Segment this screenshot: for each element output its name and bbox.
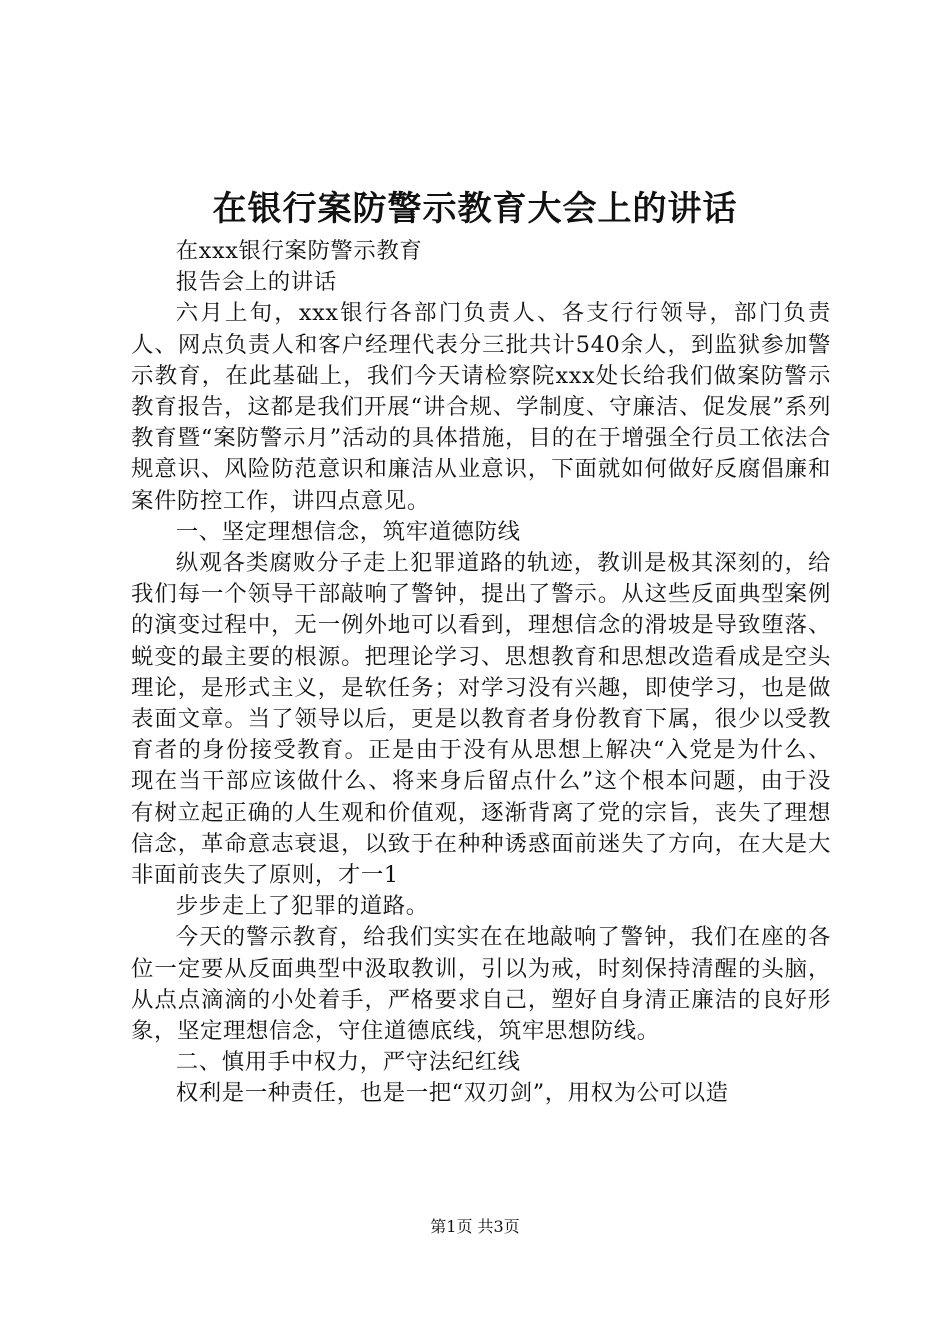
intro-paragraph: 六月上旬，xxx银行各部门负责人、各支行行领导，部门负责人、网点负责人和客户经理代表分三批共计540余人，到监狱参加警示教育，在此基础上，我们今天请检察院xxx处长给我们做案防警示教育报告，这都是我们开展“讲合规、学制度、守廉洁、促发展”系列教育暨“案防警示月”活动的具体措施，目的在于增强全行员工依法合规意识、风险防范意识和廉洁从业意识，下面就如何做好反腐倡廉和案件防控工作，讲四点意见。 — [131, 300, 831, 514]
section-heading-2: 二、慎用手中权力，严守法纪红线 — [175, 1049, 521, 1076]
body-paragraph: 步步走上了犯罪的道路。 — [175, 893, 429, 920]
document-title: 在银行案防警示教育大会上的讲话 — [212, 189, 738, 229]
subtitle-line-1: 在xxx银行案防警示教育 — [175, 238, 423, 264]
page-footer: 第1页 共3页 — [430, 1217, 520, 1236]
body-paragraph: 今天的警示教育，给我们实实在在地敲响了警钟，我们在座的各位一定要从反面典型中汲取教训，引以为戒，时刻保持清醒的头脑，从点点滴滴的小处着手，严格要求自己，塑好自身清正廉洁的良好形象，坚定理想信念，守住道德底线，筑牢思想防线。 — [131, 924, 831, 1045]
body-paragraph: 纵观各类腐败分子走上犯罪道路的轨迹，教训是极其深刻的，给我们每一个领导干部敲响了警钟，提出了警示。从这些反面典型案例的演变过程中，无一例外地可以看到，理想信念的滑坡是导致堕落、蜕变的最主要的根源。把理论学习、思想教育和思想改造看成是空头理论，是形式主义，是软任务；对学习没有兴趣，即使学习，也是做表面文章。当了领导以后，更是以教育者身份教育下属，很少以受教育者的身份接受教育。正是由于没有从思想上解决“入党是为什么、现在当干部应该做什么、将来身后留点什么”这个根本问题，由于没有树立起正确的人生观和价值观，逐渐背离了党的宗旨，丧失了理想信念，革命意志衰退，以致于在种种诱惑面前迷失了方向，在大是大非面前丧失了原则，才一1 — [131, 550, 831, 889]
document-body — [131, 236, 831, 1110]
subtitle-line-2: 报告会上的讲话 — [175, 269, 337, 296]
body-paragraph: 权利是一种责任，也是一把“双刃剑”，用权为公可以造 — [175, 1080, 729, 1107]
section-heading-1: 一、坚定理想信念，筑牢道德防线 — [175, 518, 521, 545]
